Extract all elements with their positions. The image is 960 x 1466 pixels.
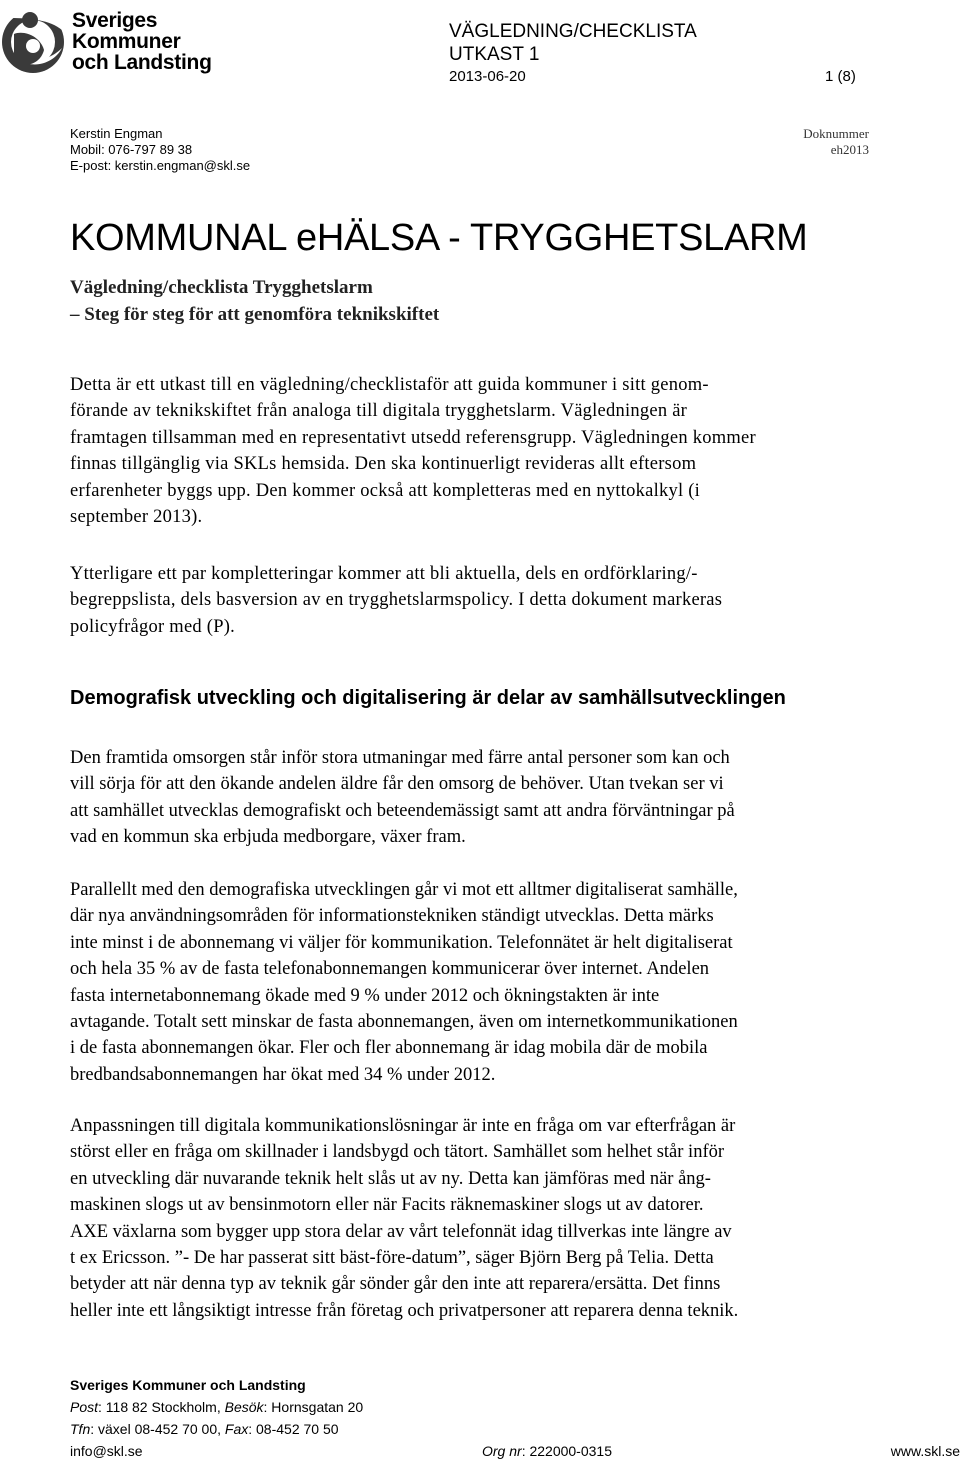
text-line: policyfrågor med (P). xyxy=(70,616,236,637)
footer-fax-value: : 08-452 70 50 xyxy=(248,1421,339,1437)
document-number xyxy=(803,126,869,158)
page-footer xyxy=(70,1374,363,1440)
text-line: heller inte ett långsiktigt intresse från företag och privatpersoner att reparera denna teknik. xyxy=(70,1300,739,1321)
text-line: september 2013). xyxy=(70,507,203,528)
text-line: Detta är ett utkast till en vägledning/checklistaför att guida kommuner i sitt genom- xyxy=(70,375,709,395)
text-line: där nya användningsområden för informationstekniken ständigt utvecklas. Detta märks xyxy=(70,906,714,927)
footer-visit-label: Besök xyxy=(224,1399,264,1415)
footer-org-number xyxy=(482,1440,612,1462)
subtitle-line-1: Vägledning/checklista Trygghetslarm xyxy=(70,277,373,298)
author-email: E-post: kerstin.engman@skl.se xyxy=(70,158,251,173)
skl-emblem-icon xyxy=(0,0,70,86)
text-line: AXE växlarna som bygger upp stora delar av vårt telefonnät idag tillverkas inte längre av xyxy=(70,1221,732,1242)
body-paragraph-1 xyxy=(70,745,900,851)
footer-phone xyxy=(70,1418,363,1440)
text-line: Parallellt med den demografiska utvecklingen går vi mot ett alltmer digitaliserat samhälle, xyxy=(70,880,738,900)
text-line: maskinen slogs ut av bensinmotorn eller när Facits räknemaskiner slogs ut av datorer. xyxy=(70,1195,704,1216)
document-number-value: eh2013 xyxy=(830,142,869,157)
text-line: bredbandsabonnemangen har ökat med 34 % under 2012. xyxy=(70,1064,496,1085)
text-line: betyder att när denna typ av teknik går sönder går den inte att reparera/ersätta. Det finns xyxy=(70,1274,721,1295)
document-type-line-2: UTKAST 1 xyxy=(449,44,540,65)
footer-phone-value: : växel 08-452 70 00, xyxy=(90,1421,225,1437)
text-line: avtagande. Totalt sett minskar de fasta abonnemangen, även om internetkommunikationen xyxy=(70,1012,738,1033)
footer-phone-label: Tfn xyxy=(70,1421,91,1437)
text-line: Ytterligare ett par kompletteringar kommer att bli aktuella, dels en ordförklaring/- xyxy=(70,564,698,584)
text-line: förande av teknikskiftet från analoga till digitala trygghetslarm. Vägledningen är xyxy=(70,401,688,422)
footer-email-link[interactable]: info@skl.se xyxy=(70,1443,143,1459)
logo-line-3: och Landsting xyxy=(72,51,212,74)
footer-visit-value: : Hornsgatan 20 xyxy=(263,1399,364,1415)
page-number: 1 (8) xyxy=(825,68,856,85)
text-line: i de fasta abonnemangen ökar. Fler och fler abonnemang är idag mobila där de mobila xyxy=(70,1038,708,1059)
footer-website-link[interactable]: www.skl.se xyxy=(890,1443,960,1459)
text-line: t ex Ericsson. ”- De har passerat sitt bäst-före-datum”, säger Björn Berg på Telia. Detta xyxy=(70,1248,714,1269)
logo-line-1: Sveriges xyxy=(72,9,158,32)
body-paragraph-3 xyxy=(70,1113,900,1324)
document-type xyxy=(449,20,697,66)
footer-post-label: Post xyxy=(70,1399,99,1415)
footer-fax-label: Fax xyxy=(224,1421,249,1437)
text-line: fasta internetabonnemang ökade med 9 % under 2012 och ökningstakten är inte xyxy=(70,985,660,1006)
text-line: erfarenheter byggs upp. Den kommer också att kompletteras med en nyttokalkyl (i xyxy=(70,480,701,501)
footer-post-value: : 118 82 Stockholm, xyxy=(98,1399,225,1415)
page-subtitle xyxy=(70,274,439,328)
intro-paragraph xyxy=(70,372,900,530)
footer-org-name: Sveriges Kommuner och Landsting xyxy=(70,1377,306,1393)
document-number-label: Doknummer xyxy=(803,126,869,141)
author-name: Kerstin Engman xyxy=(70,126,163,141)
text-line: störst eller en fråga om skillnader i landsbygd och tätort. Samhället som helhet står inför xyxy=(70,1142,725,1163)
skl-logo xyxy=(0,0,210,86)
footer-orgnr-label: Org nr xyxy=(482,1443,522,1459)
document-date: 2013-06-20 xyxy=(449,68,526,85)
author-info xyxy=(70,126,250,174)
page-title: KOMMUNAL eHÄLSA - TRYGGHETSLARM xyxy=(70,217,808,259)
author-mobile: Mobil: 076-797 89 38 xyxy=(70,142,193,157)
subtitle-line-2: – Steg för steg för att genomföra teknikskiftet xyxy=(70,304,440,325)
text-line: begreppslista, dels basversion av en trygghetslarmspolicy. I detta dokument markeras xyxy=(70,590,723,611)
section-heading: Demografisk utveckling och digitalisering är delar av samhällsutvecklingen xyxy=(70,687,786,709)
text-line: vad en kommun ska erbjuda medborgare, växer fram. xyxy=(70,827,466,848)
text-line: att samhället utvecklas demografiskt och beteendemässigt samt att andra förväntningar på xyxy=(70,800,735,821)
text-line: inte minst i de abonnemang vi väljer för kommunikation. Telefonnätet är helt digitaliserat xyxy=(70,932,733,953)
text-line: Anpassningen till digitala kommunikationslösningar är inte en fråga om var efterfrågan är xyxy=(70,1116,736,1136)
text-line: en utveckling där nuvarande teknik helt slås ut av ny. Detta kan jämföras med när ång- xyxy=(70,1168,711,1189)
body-paragraph-2 xyxy=(70,877,900,1088)
logo-line-2: Kommuner xyxy=(72,30,181,53)
footer-orgnr-value: : 222000-0315 xyxy=(521,1443,612,1459)
text-line: vill sörja för att den ökande andelen äldre får den omsorg de behöver. Utan tvekan ser vi xyxy=(70,774,724,795)
footer-address xyxy=(70,1396,363,1418)
intro-paragraph-2 xyxy=(70,561,900,640)
text-line: finnas tillgänglig via SKLs hemsida. Den ska kontinuerligt revideras allt eftersom xyxy=(70,454,697,475)
document-type-line-1: VÄGLEDNING/CHECKLISTA xyxy=(449,21,697,42)
text-line: framtagen tillsamman med en representativt utsedd referensgrupp. Vägledningen kommer xyxy=(70,427,756,448)
text-line: Den framtida omsorgen står inför stora utmaningar med färre antal personer som kan och xyxy=(70,748,730,768)
text-line: och hela 35 % av de fasta telefonabonnemangen kommunicerar över internet. Andelen xyxy=(70,959,710,980)
